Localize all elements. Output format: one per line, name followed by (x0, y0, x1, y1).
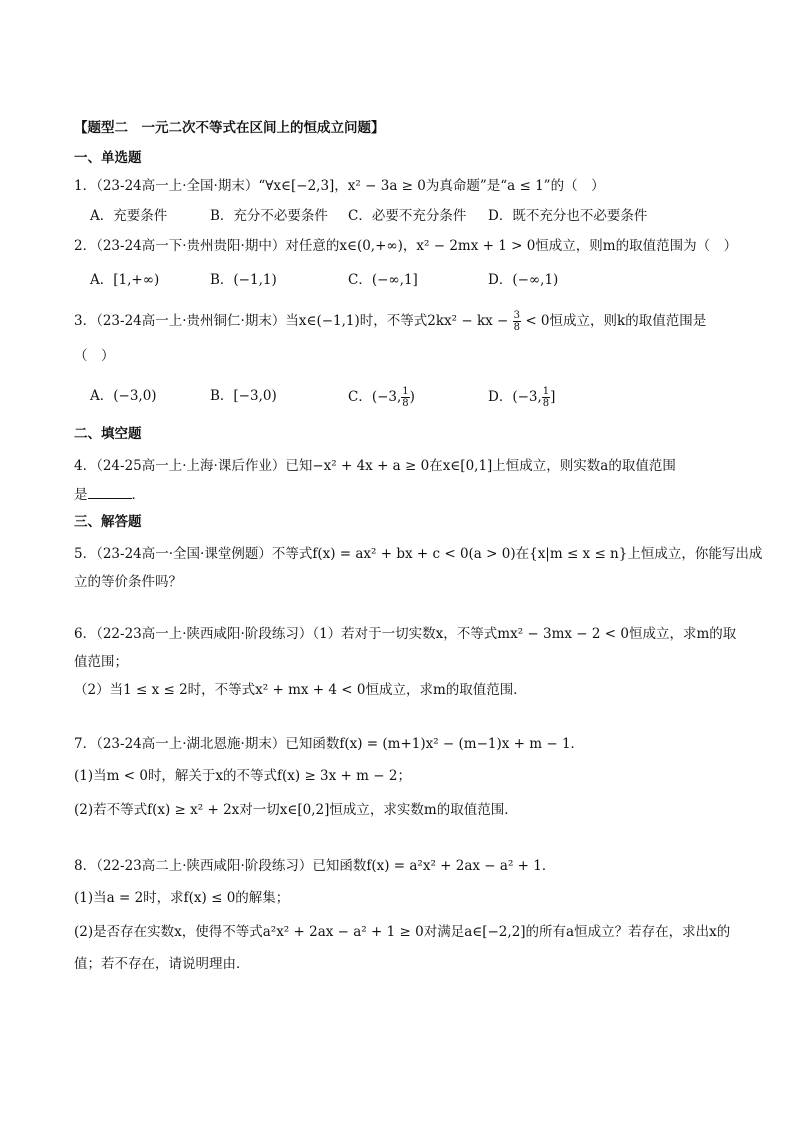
question-8-line-3: (2)是否存在实数x，使得不等式a²x² + 2ax − a² + 1 ≥ 0对满足a∈[−2,2]的所有a恒成立？若存在，求出x的 (74, 924, 731, 940)
q3-fraction-numerator: 3 (513, 310, 521, 321)
question-7-line-2: (1)当m < 0时，解关于x的不等式f(x) ≥ 3x + m − 2； (74, 768, 411, 784)
question-8-line-2: (1)当a = 2时，求f(x) ≤ 0的解集； (74, 890, 290, 906)
q3-option-d-den: 8 (542, 398, 550, 409)
section-single-choice: 一、单选题 (74, 150, 142, 166)
q3-option-c-den: 8 (402, 398, 409, 409)
section-fill-blank: 二、填空题 (74, 426, 142, 442)
q2-option-b[interactable]: B．(−1,1) (210, 272, 277, 288)
question-6-line-2: 值范围； (74, 654, 128, 670)
question-6-line-1: 6．（22-23高一上·陕西咸阳·阶段练习）（1）若对于一切实数x，不等式mx² − 3mx − 2 < 0恒成立，求m的取 (74, 626, 737, 642)
question-5-line-1: 5．（23-24高一·全国·课堂例题）不等式f(x) = ax² + bx + c < 0(a > 0)在{x|m ≤ x ≤ n}上恒成立，你能写出成 (74, 546, 763, 562)
type-heading: 【题型二 一元二次不等式在区间上的恒成立问题】 (74, 120, 385, 136)
question-3-stem (74, 310, 706, 333)
q3-option-c-num: 1 (402, 386, 409, 397)
question-4-stem: 4．（24-25高一上·上海·课后作业）已知−x² + 4x + a ≥ 0在x∈[0,1]上恒成立，则实数a的取值范围 (74, 458, 676, 474)
q2-option-d[interactable]: D．(−∞,1) (488, 272, 559, 288)
q1-option-d[interactable]: D．既不充分也不必要条件 (488, 208, 648, 224)
question-4-stem-cont (74, 484, 145, 505)
q1-option-a[interactable]: A．充要条件 (90, 208, 168, 224)
q4-answer-blank[interactable] (88, 484, 132, 499)
question-7-line-1: 7．（23-24高一上·湖北恩施·期末）已知函数f(x) = (m+1)x² − (m−1)x + m − 1． (74, 736, 585, 752)
q4-stem-b: 是 (74, 487, 88, 503)
section-solution: 三、解答题 (74, 514, 142, 530)
q3-option-c[interactable] (348, 386, 415, 409)
question-3-stem-cont: （ ） (74, 348, 115, 364)
q3-stem-part-b: < 0恒成立，则k的取值范围是 (525, 313, 707, 329)
q3-stem-part-a: 3．（23-24高一上·贵州铜仁·期末）当x∈(−1,1)时，不等式2kx² − kx − (74, 313, 509, 329)
q2-option-c[interactable]: C．(−∞,1] (348, 272, 418, 288)
q3-option-d-fraction (542, 386, 550, 409)
question-2-stem: 2．（23-24高一下·贵州贵阳·期中）对任意的x∈(0,+∞)，x² − 2mx + 1 > 0恒成立，则m的取值范围为（ ） (74, 238, 738, 254)
question-7-line-3: (2)若不等式f(x) ≥ x² + 2x对一切x∈[0,2]恒成立，求实数m的取值范围． (74, 802, 518, 818)
question-8-line-1: 8．（22-23高二上·陕西咸阳·阶段练习）已知函数f(x) = a²x² + 2ax − a² + 1． (74, 858, 556, 874)
q3-option-d-num: 1 (542, 386, 550, 397)
q1-option-b[interactable]: B．充分不必要条件 (210, 208, 328, 224)
q3-option-d-close: ] (550, 389, 556, 405)
q3-option-a[interactable]: A．(−3,0) (90, 388, 157, 404)
question-6-line-3: （2）当1 ≤ x ≤ 2时，不等式x² + mx + 4 < 0恒成立，求m的取值范围． (74, 682, 527, 698)
q2-option-a[interactable]: A．[1,+∞) (90, 272, 160, 288)
q4-stem-end: ． (131, 487, 145, 503)
q3-option-b[interactable]: B．[−3,0) (210, 388, 277, 404)
q3-option-c-close: ) (409, 389, 415, 405)
question-1-stem: 1．（23-24高一上·全国·期末）“∀x∈[−2,3]，x² − 3a ≥ 0为真命题”是“a ≤ 1”的（ ） (74, 178, 605, 194)
q3-fraction-denominator: 8 (513, 322, 521, 333)
q3-fraction (513, 310, 521, 333)
q3-option-c-fraction (401, 386, 409, 409)
q3-option-d-text: D．(−3, (488, 389, 542, 405)
q1-option-c[interactable]: C．必要不充分条件 (348, 208, 467, 224)
q3-option-d[interactable] (488, 386, 555, 409)
q3-option-c-text: C．(−3, (348, 389, 402, 405)
question-5-line-2: 立的等价条件吗？ (74, 574, 182, 590)
question-8-line-4: 值；若不存在，请说明理由． (74, 956, 250, 972)
